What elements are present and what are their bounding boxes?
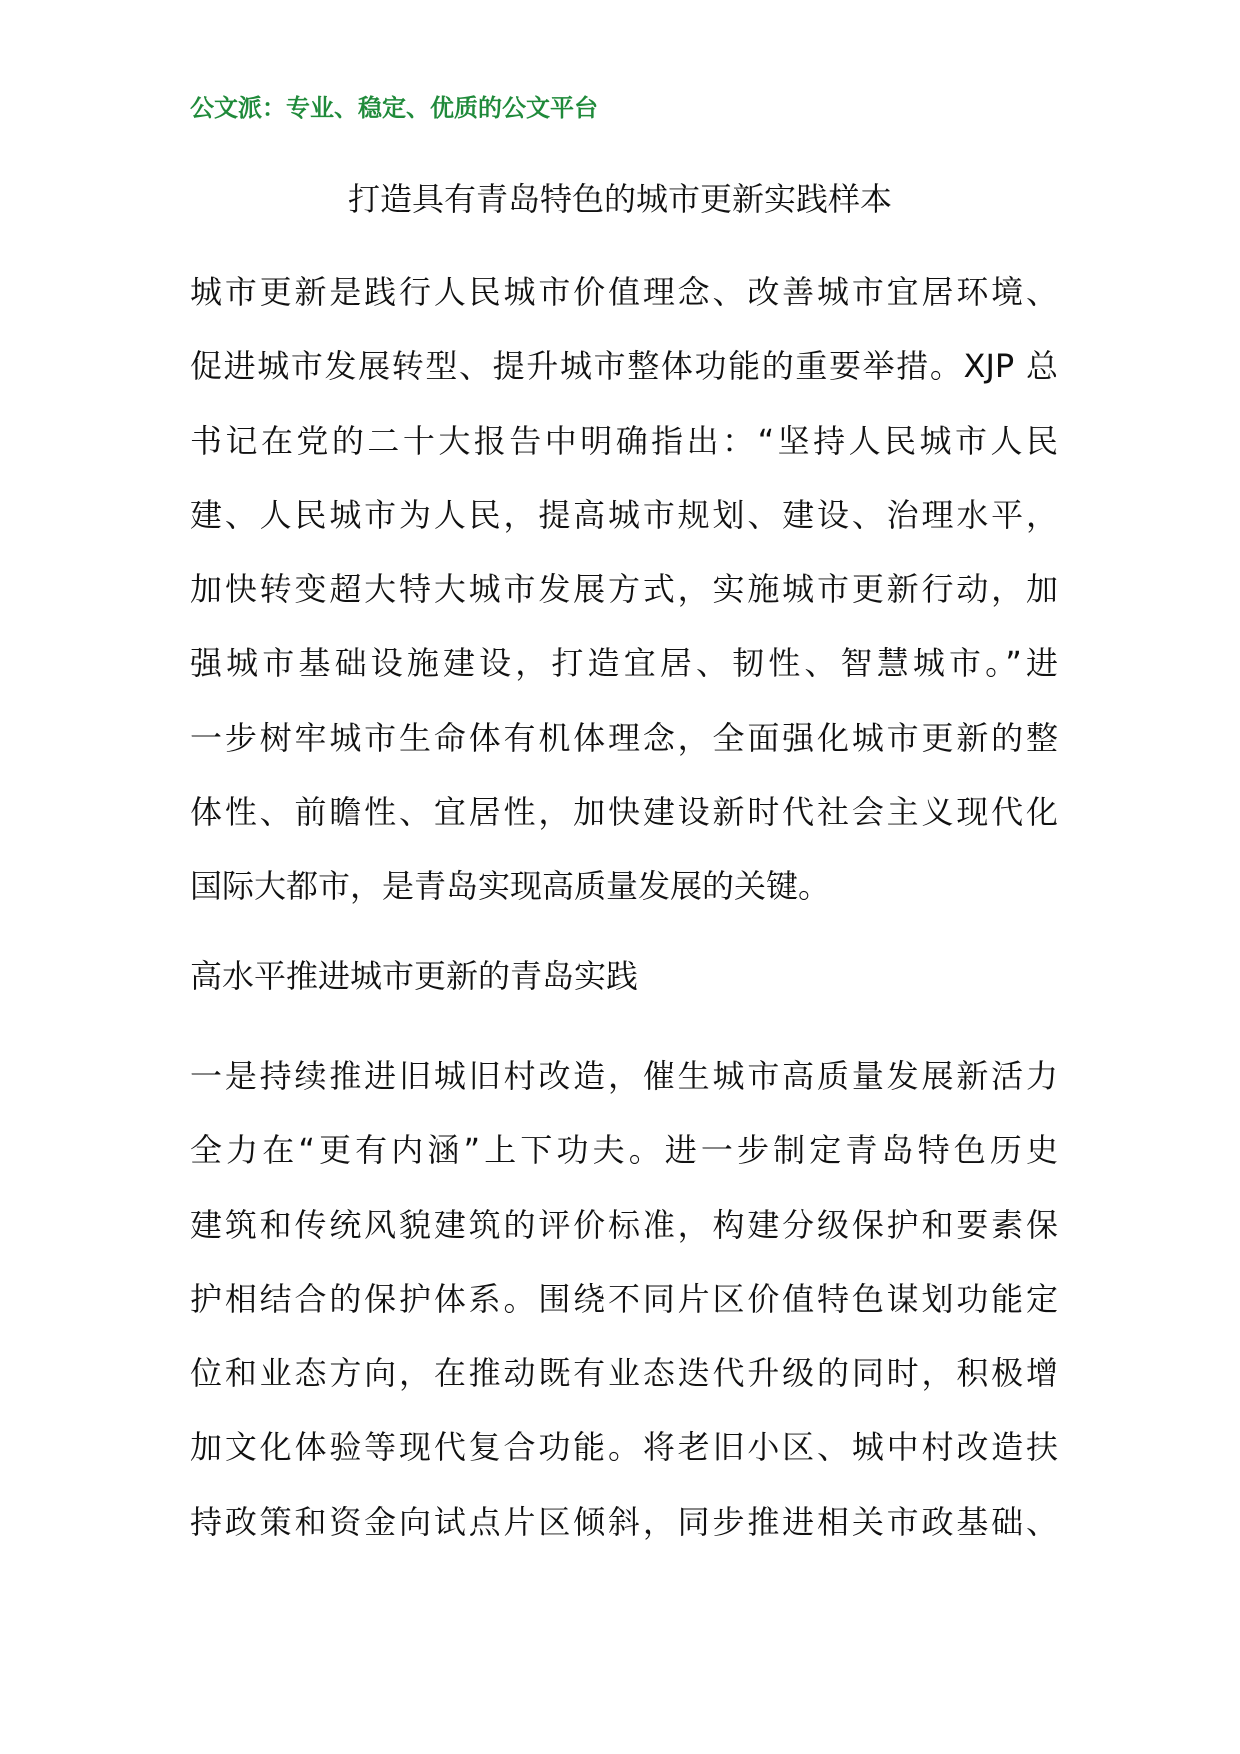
paragraph-line: 持政策和资金向试点片区倾斜，同步推进相关市政基础、: [190, 1502, 1058, 1541]
paragraph-line: 国际大都市，是青岛实现高质量发展的关键。: [190, 867, 831, 906]
paragraph-line: 建、人民城市为人民，提高城市规划、建设、治理水平，: [190, 495, 1058, 534]
paragraph-line: 建筑和传统风貌建筑的评价标准，构建分级保护和要素保: [190, 1205, 1058, 1244]
platform-header: 公文派：专业、稳定、优质的公文平台: [190, 94, 598, 122]
paragraph-line: 城市更新是践行人民城市价值理念、改善城市宜居环境、: [190, 273, 1058, 311]
paragraph-line: 促进城市发展转型、提升城市整体功能的重要举措。XJP 总: [190, 347, 1058, 386]
paragraph-line: 位和业态方向，在推动既有业态迭代升级的同时，积极增: [190, 1354, 1058, 1393]
paragraph-line: 强城市基础设施建设，打造宜居、韧性、智慧城市。”进: [190, 644, 1058, 683]
paragraph-line: 一步树牢城市生命体有机体理念，全面强化城市更新的整: [190, 718, 1058, 757]
paragraph-line: 一是持续推进旧城旧村改造，催生城市高质量发展新活力: [190, 1057, 1058, 1095]
paragraph-practice: [190, 1039, 1058, 1559]
paragraph-line: 加文化体验等现代复合功能。将老旧小区、城中村改造扶: [190, 1428, 1058, 1467]
section-heading: 高水平推进城市更新的青岛实践: [190, 957, 639, 995]
paragraph-intro: [190, 255, 1058, 924]
paragraph-line: 书记在党的二十大报告中明确指出：“坚持人民城市人民: [190, 421, 1058, 460]
paragraph-line: 护相结合的保护体系。围绕不同片区价值特色谋划功能定: [190, 1279, 1058, 1318]
document-title: 打造具有青岛特色的城市更新实践样本: [347, 180, 892, 218]
paragraph-line: 体性、前瞻性、宜居性，加快建设新时代社会主义现代化: [190, 793, 1058, 832]
paragraph-line: 加快转变超大特大城市发展方式，实施城市更新行动，加: [190, 570, 1058, 609]
paragraph-line: 全力在“更有内涵”上下功夫。进一步制定青岛特色历史: [190, 1131, 1058, 1170]
